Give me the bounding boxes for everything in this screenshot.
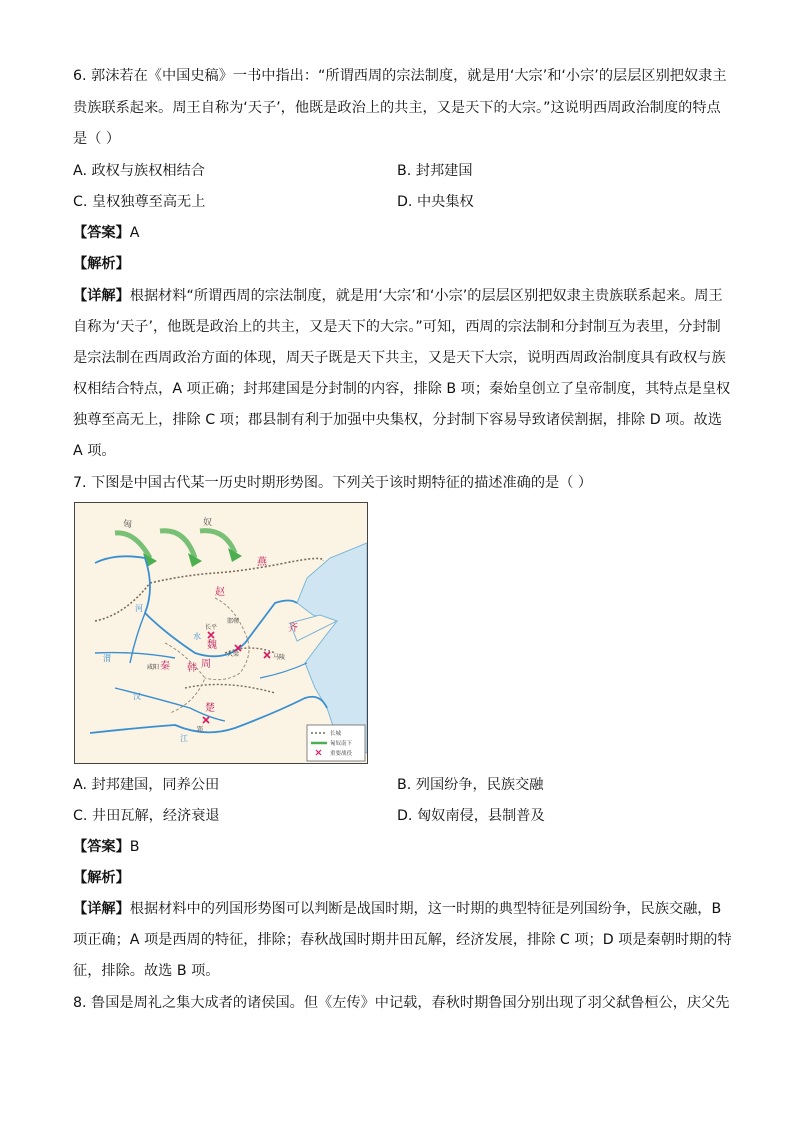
- q6-option-c: C. 皇权独尊至高无上: [73, 194, 206, 210]
- q7-analysis-tag: 【解析】: [73, 870, 130, 886]
- label-zhao: 赵: [215, 587, 225, 598]
- label-yingdu: 郢: [197, 726, 204, 733]
- detail-tag: 【详解】: [73, 288, 130, 304]
- detail-tag: 【详解】: [73, 901, 130, 917]
- label-xiongnu-1: 匈: [123, 520, 133, 530]
- label-qi: 齐: [288, 623, 298, 634]
- q7-stem: 7. 下图是中国古代某一历史时期形势图。下列关于该时期特征的描述准确的是（ ）: [73, 475, 593, 491]
- detail-text: 根据材料“所谓西周的宗法制度，就是用‘大宗’和‘小宗’的层层区别把奴隶主贵族联系起来。周王: [129, 288, 723, 304]
- label-river-jiang: 江: [180, 734, 188, 743]
- q6-stem-line-1: 6. 郭沫若在《中国史稿》一书中指出：“所谓西周的宗法制度，就是用‘大宗’和‘小宗’的层层区别把奴隶主: [73, 68, 727, 84]
- label-han: 韩: [187, 663, 197, 674]
- q6-detail-line-3: 是宗法制在西周政治方面的体现，周天子既是天下共主，又是天下大宗，说明西周政治制度具有政权与族: [73, 350, 726, 366]
- q7-option-c: C. 井田瓦解，经济衰退: [73, 808, 220, 824]
- answer-value: A: [129, 225, 140, 241]
- label-daliang: 大梁: [227, 651, 240, 658]
- label-river-han: 汉: [133, 692, 141, 701]
- label-maling: 马陵: [273, 654, 286, 661]
- label-changping: 长平: [205, 624, 218, 631]
- q6-analysis-tag: 【解析】: [73, 256, 130, 272]
- answer-tag: 【答案】: [73, 839, 130, 855]
- q6-stem-line-3: 是（ ）: [73, 131, 121, 147]
- map-legend: [307, 725, 365, 761]
- q7-option-d: D. 匈奴南侵，县制普及: [397, 808, 545, 824]
- q7-detail-line-1: [73, 899, 721, 919]
- legend-battle-label: 重要战役: [330, 751, 353, 757]
- q6-detail-line-2: 自称为‘天子’，他既是政治上的共主，又是天下的大宗。”可知，西周的宗法制和分封制互为表里，分封制: [73, 319, 721, 335]
- label-qin: 秦: [160, 661, 170, 672]
- answer-value: B: [129, 839, 140, 855]
- q6-option-d: D. 中央集权: [397, 194, 474, 210]
- label-yan: 燕: [257, 557, 267, 568]
- q6-detail-line-5: 独尊至高无上，排除 C 项；郡县制有利于加强中央集权，分封制下容易导致诸侯割据，排除 D 项。故选: [73, 412, 722, 428]
- q8-stem-line-1: 8. 鲁国是周礼之集大成者的诸侯国。但《左传》中记载，春秋时期鲁国分别出现了羽父弑鲁桓公，庆父先: [73, 995, 730, 1011]
- q6-option-b: B. 封邦建国: [397, 163, 473, 179]
- q7-detail-line-2: 项正确；A 项是西周的特征，排除；春秋战国时期井田瓦解，经济发展，排除 C 项；D 项是秦朝时期的特: [73, 932, 732, 948]
- label-chu: 楚: [205, 703, 215, 714]
- legend-xiongnu-label: 匈奴南下: [330, 741, 353, 747]
- q6-detail-line-6: A 项。: [73, 443, 116, 459]
- q6-stem-line-2: 贵族联系起来。周王自称为‘天子’，他既是政治上的共主，又是天下的大宗。”这说明西周政治制度的特点: [73, 100, 721, 116]
- label-xiongnu-2: 奴: [203, 518, 213, 528]
- legend-wall-label: 长城: [330, 731, 342, 737]
- q6-option-a: A. 政权与族权相结合: [73, 163, 205, 179]
- warring-states-map: [74, 502, 368, 764]
- label-wei: 魏: [207, 640, 217, 651]
- detail-text: 根据材料中的列国形势图可以判断是战国时期，这一时期的典型特征是列国纷争，民族交融，B: [129, 901, 722, 917]
- label-river-wei: 渭: [103, 654, 111, 663]
- label-river-he: 河: [135, 604, 143, 613]
- q6-detail-line-1: [73, 286, 723, 306]
- q7-option-a: A. 封邦建国，同养公田: [73, 777, 220, 793]
- q6-answer: [73, 223, 139, 243]
- answer-tag: 【答案】: [73, 225, 130, 241]
- q7-detail-line-3: 征，排除。故选 B 项。: [73, 963, 220, 979]
- label-river-shui: 水: [193, 632, 201, 641]
- label-xianyang: 咸阳: [147, 664, 160, 671]
- label-handan: 邯郸: [227, 618, 240, 625]
- label-zhou: 周: [201, 659, 211, 670]
- q7-option-b: B. 列国纷争，民族交融: [397, 777, 544, 793]
- q7-answer: [73, 837, 140, 857]
- q6-detail-line-4: 权相结合特点，A 项正确；封邦建国是分封制的内容，排除 B 项；秦始皇创立了皇帝制度，其特点是皇权: [73, 381, 731, 397]
